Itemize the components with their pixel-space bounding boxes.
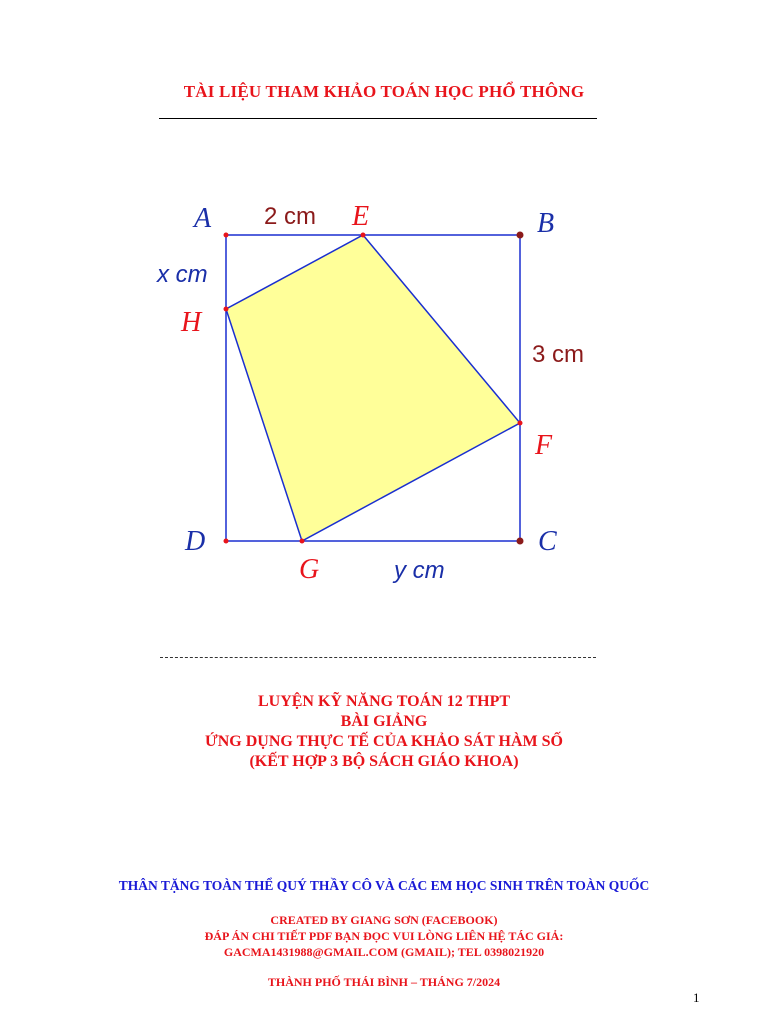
dash-rule [160, 657, 596, 658]
length-cg: y cm [394, 557, 445, 584]
course-line-1: LUYỆN KỸ NĂNG TOÁN 12 THPT [257, 693, 511, 710]
dot-c [517, 538, 524, 545]
label-c: C [538, 526, 557, 557]
quadrilateral-efgh [226, 235, 520, 541]
geometry-figure [0, 180, 768, 600]
dot-d [224, 539, 229, 544]
length-ae: 2 cm [264, 203, 317, 230]
label-h: H [181, 307, 202, 338]
course-line-4: (KẾT HỢP 3 BỘ SÁCH GIÁO KHOA) [249, 753, 519, 770]
dot-f [518, 421, 523, 426]
label-d: D [185, 526, 206, 557]
course-line-3: ỨNG DỤNG THỰC TẾ CỦA KHẢO SÁT HÀM SỐ [205, 733, 563, 750]
header-rule [159, 118, 597, 119]
dot-a [224, 233, 229, 238]
credits-contact: GACMA1431988@GMAIL.COM (GMAIL); TEL 0398021920 [223, 945, 545, 959]
credits-created-by: CREATED BY GIANG SƠN (FACEBOOK) [270, 913, 498, 927]
course-block [0, 692, 768, 772]
dot-b [517, 232, 524, 239]
dot-e [361, 233, 366, 238]
dot-g [300, 539, 305, 544]
credits-block [0, 912, 768, 990]
dedication: THÂN TẶNG TOÀN THỂ QUÝ THẦY CÔ VÀ CÁC EM HỌC SINH TRÊN TOÀN QUỐC [118, 878, 650, 893]
page-number: 1 [693, 990, 700, 1005]
header-title: TÀI LIỆU THAM KHẢO TOÁN HỌC PHỔ THÔNG [183, 82, 585, 101]
dot-h [224, 307, 229, 312]
length-ah: x cm [157, 261, 208, 288]
credits-place-date: THÀNH PHỐ THÁI BÌNH – THÁNG 7/2024 [267, 975, 501, 989]
length-bf: 3 cm [532, 341, 585, 368]
label-e: E [352, 201, 370, 232]
course-line-2: BÀI GIẢNG [340, 713, 428, 730]
label-a: A [194, 203, 212, 234]
credits-answer-note: ĐÁP ÁN CHI TIẾT PDF BẠN ĐỌC VUI LÒNG LIÊN HỆ TÁC GIẢ: [204, 929, 564, 943]
label-g: G [299, 554, 320, 585]
label-f: F [535, 430, 553, 461]
label-b: B [537, 208, 555, 239]
